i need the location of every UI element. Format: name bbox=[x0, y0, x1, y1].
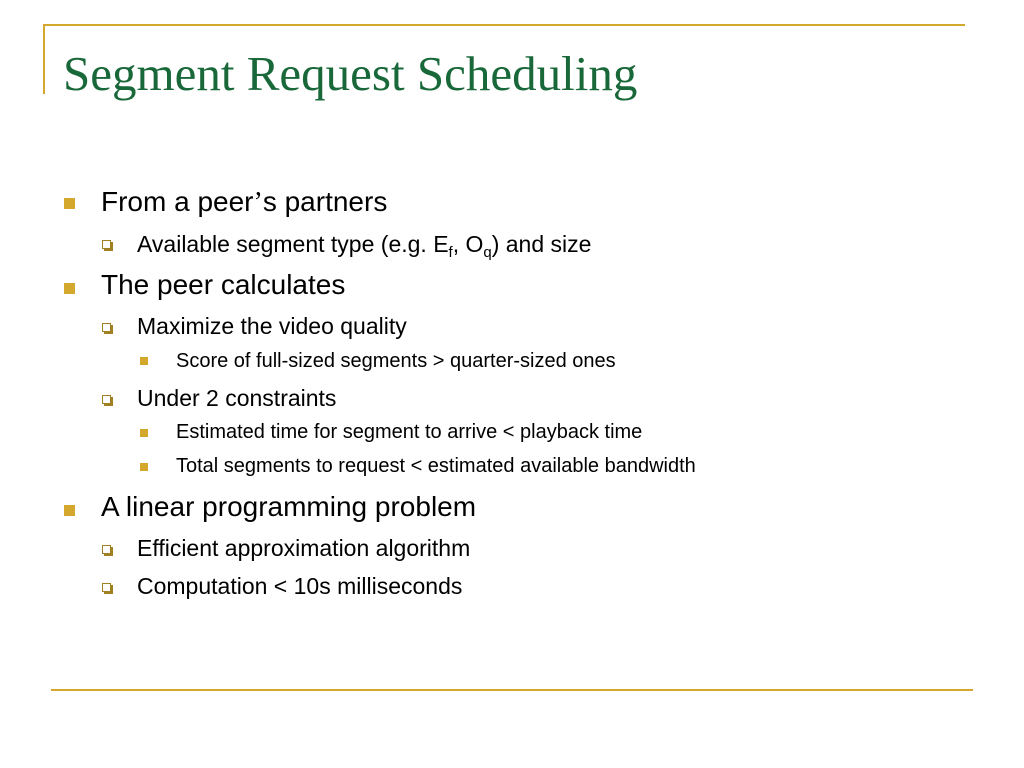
bullet-square-icon bbox=[64, 283, 75, 294]
bullet-score-full-sized: Score of full-sized segments > quarter-sized ones bbox=[176, 350, 616, 372]
bullet-from-peers-partners bbox=[101, 185, 387, 220]
bullet-hollow-square-icon bbox=[102, 323, 111, 332]
slide-title: Segment Request Scheduling bbox=[63, 46, 638, 101]
bullet-text: Available segment type (e.g. E bbox=[137, 231, 449, 257]
subscript-f: f bbox=[448, 244, 453, 262]
apostrophe: ’ bbox=[253, 187, 263, 218]
bullet-available-segment-type bbox=[137, 230, 592, 262]
bullet-text: s partners bbox=[262, 186, 388, 217]
bullet-efficient-approximation: Efficient approximation algorithm bbox=[137, 535, 471, 561]
bullet-hollow-square-icon bbox=[102, 395, 111, 404]
bullet-hollow-square-icon bbox=[102, 240, 111, 249]
bullet-linear-programming: A linear programming problem bbox=[101, 491, 477, 522]
bullet-square-icon bbox=[64, 198, 75, 209]
bullet-text: ) and size bbox=[491, 231, 592, 257]
bullet-hollow-square-icon bbox=[102, 583, 111, 592]
bullet-under-2-constraints: Under 2 constraints bbox=[137, 385, 337, 411]
bullet-total-segments: Total segments to request < estimated available bandwidth bbox=[176, 455, 696, 477]
bullet-small-square-icon bbox=[140, 429, 148, 437]
bullet-text: From a peer bbox=[101, 186, 254, 217]
bullet-computation-time: Computation < 10s milliseconds bbox=[137, 573, 463, 599]
bullet-small-square-icon bbox=[140, 357, 148, 365]
bullet-hollow-square-icon bbox=[102, 545, 111, 554]
bullet-text: , O bbox=[452, 231, 484, 257]
bullet-small-square-icon bbox=[140, 463, 148, 471]
bullet-maximize-quality: Maximize the video quality bbox=[137, 313, 407, 339]
bullet-peer-calculates: The peer calculates bbox=[101, 269, 346, 300]
subscript-q: q bbox=[483, 244, 492, 262]
bullet-estimated-time: Estimated time for segment to arrive < playback time bbox=[176, 421, 643, 443]
bullet-square-icon bbox=[64, 505, 75, 516]
